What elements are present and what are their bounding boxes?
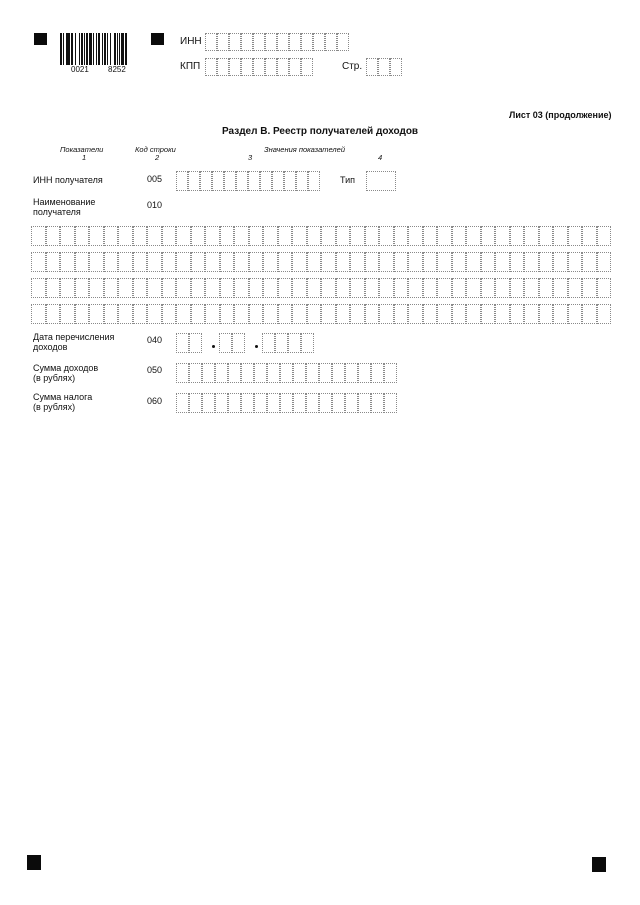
char-cell[interactable] xyxy=(205,278,220,298)
char-cell[interactable] xyxy=(215,363,228,383)
char-cell[interactable] xyxy=(336,278,351,298)
char-cell[interactable] xyxy=(524,278,539,298)
date-month-field[interactable] xyxy=(219,333,245,353)
name-grid-row[interactable] xyxy=(31,278,611,298)
char-cell[interactable] xyxy=(510,226,525,246)
char-cell[interactable] xyxy=(219,333,232,353)
date-day-field[interactable] xyxy=(176,333,202,353)
char-cell[interactable] xyxy=(234,278,249,298)
char-cell[interactable] xyxy=(229,58,241,76)
char-cell[interactable] xyxy=(394,304,409,324)
char-cell[interactable] xyxy=(147,226,162,246)
char-cell[interactable] xyxy=(371,393,384,413)
char-cell[interactable] xyxy=(495,252,510,272)
corner-marker-top-mid xyxy=(151,33,164,45)
char-cell[interactable] xyxy=(248,171,260,191)
char-cell[interactable] xyxy=(437,304,452,324)
name-label-line1: Наименование xyxy=(33,197,96,207)
char-cell[interactable] xyxy=(539,226,554,246)
char-cell[interactable] xyxy=(553,278,568,298)
char-cell[interactable] xyxy=(524,304,539,324)
char-cell[interactable] xyxy=(292,278,307,298)
char-cell[interactable] xyxy=(301,58,313,76)
char-cell[interactable] xyxy=(365,278,380,298)
char-cell[interactable] xyxy=(336,226,351,246)
char-cell[interactable] xyxy=(466,304,481,324)
char-cell[interactable] xyxy=(272,171,284,191)
char-cell[interactable] xyxy=(321,226,336,246)
date-label-line1: Дата перечисления xyxy=(33,332,115,342)
char-cell[interactable] xyxy=(118,252,133,272)
char-cell[interactable] xyxy=(176,278,191,298)
char-cell[interactable] xyxy=(147,252,162,272)
char-cell[interactable] xyxy=(358,393,371,413)
char-cell[interactable] xyxy=(510,304,525,324)
char-cell[interactable] xyxy=(205,33,217,51)
char-cell[interactable] xyxy=(336,252,351,272)
char-cell[interactable] xyxy=(539,278,554,298)
char-cell[interactable] xyxy=(321,252,336,272)
char-cell[interactable] xyxy=(224,171,236,191)
page-number-field[interactable] xyxy=(366,58,402,76)
char-cell[interactable] xyxy=(236,171,248,191)
char-cell[interactable] xyxy=(452,278,467,298)
sheet-label: Лист 03 (продолжение) xyxy=(509,110,612,120)
char-cell[interactable] xyxy=(306,393,319,413)
char-cell[interactable] xyxy=(278,252,293,272)
char-cell[interactable] xyxy=(390,58,402,76)
char-cell[interactable] xyxy=(217,58,229,76)
char-cell[interactable] xyxy=(265,58,277,76)
char-cell[interactable] xyxy=(220,278,235,298)
char-cell[interactable] xyxy=(284,171,296,191)
char-cell[interactable] xyxy=(332,393,345,413)
char-cell[interactable] xyxy=(466,226,481,246)
char-cell[interactable] xyxy=(260,171,272,191)
inn-label: ИНН xyxy=(180,36,202,47)
char-cell[interactable] xyxy=(31,226,46,246)
char-cell[interactable] xyxy=(202,393,215,413)
name-grid-row[interactable] xyxy=(31,226,611,246)
char-cell[interactable] xyxy=(254,393,267,413)
char-cell[interactable] xyxy=(332,363,345,383)
char-cell[interactable] xyxy=(205,252,220,272)
char-cell[interactable] xyxy=(365,252,380,272)
char-cell[interactable] xyxy=(481,252,496,272)
char-cell[interactable] xyxy=(228,363,241,383)
char-cell[interactable] xyxy=(176,333,189,353)
date-year-field[interactable] xyxy=(262,333,314,353)
char-cell[interactable] xyxy=(582,252,597,272)
char-cell[interactable] xyxy=(220,252,235,272)
char-cell[interactable] xyxy=(200,171,212,191)
char-cell[interactable] xyxy=(104,252,119,272)
char-cell[interactable] xyxy=(46,278,61,298)
char-cell[interactable] xyxy=(189,333,202,353)
col2-num: 2 xyxy=(155,153,160,162)
char-cell[interactable] xyxy=(350,226,365,246)
name-grid-row[interactable] xyxy=(31,252,611,272)
char-cell[interactable] xyxy=(384,393,397,413)
char-cell[interactable] xyxy=(366,171,396,191)
char-cell[interactable] xyxy=(253,58,265,76)
char-cell[interactable] xyxy=(394,278,409,298)
char-cell[interactable] xyxy=(466,252,481,272)
char-cell[interactable] xyxy=(263,252,278,272)
col3-title: Значения показателей xyxy=(264,145,346,154)
char-cell[interactable] xyxy=(212,171,224,191)
kpp-label: КПП xyxy=(180,61,201,72)
inn-recipient-field[interactable] xyxy=(176,171,320,191)
char-cell[interactable] xyxy=(205,226,220,246)
corner-marker-top-left xyxy=(34,33,47,45)
char-cell[interactable] xyxy=(46,304,61,324)
char-cell[interactable] xyxy=(229,33,241,51)
col3-num: 3 xyxy=(248,153,253,162)
char-cell[interactable] xyxy=(510,252,525,272)
char-cell[interactable] xyxy=(345,363,358,383)
char-cell[interactable] xyxy=(408,278,423,298)
char-cell[interactable] xyxy=(60,304,75,324)
char-cell[interactable] xyxy=(452,226,467,246)
char-cell[interactable] xyxy=(452,252,467,272)
barcode xyxy=(60,33,140,65)
char-cell[interactable] xyxy=(133,252,148,272)
char-cell[interactable] xyxy=(118,278,133,298)
char-cell[interactable] xyxy=(275,333,288,353)
char-cell[interactable] xyxy=(289,58,301,76)
char-cell[interactable] xyxy=(553,252,568,272)
char-cell[interactable] xyxy=(278,304,293,324)
char-cell[interactable] xyxy=(232,333,245,353)
char-cell[interactable] xyxy=(358,363,371,383)
tax-code: 060 xyxy=(147,396,163,406)
char-cell[interactable] xyxy=(265,33,277,51)
char-cell[interactable] xyxy=(293,363,306,383)
char-cell[interactable] xyxy=(60,252,75,272)
char-cell[interactable] xyxy=(366,58,378,76)
date-label-line2: доходов xyxy=(33,342,68,352)
char-cell[interactable] xyxy=(379,304,394,324)
income-label-line1: Сумма доходов xyxy=(33,363,99,373)
inn-recipient-code: 005 xyxy=(147,174,163,184)
char-cell[interactable] xyxy=(582,226,597,246)
char-cell[interactable] xyxy=(253,33,265,51)
char-cell[interactable] xyxy=(176,363,189,383)
char-cell[interactable] xyxy=(147,304,162,324)
char-cell[interactable] xyxy=(75,278,90,298)
char-cell[interactable] xyxy=(394,252,409,272)
char-cell[interactable] xyxy=(345,393,358,413)
char-cell[interactable] xyxy=(191,304,206,324)
char-cell[interactable] xyxy=(394,226,409,246)
char-cell[interactable] xyxy=(296,171,308,191)
income-label-line2: (в рублях) xyxy=(33,373,76,383)
char-cell[interactable] xyxy=(241,58,253,76)
char-cell[interactable] xyxy=(325,33,337,51)
char-cell[interactable] xyxy=(280,363,293,383)
char-cell[interactable] xyxy=(254,363,267,383)
tax-amount-field[interactable] xyxy=(176,393,397,413)
char-cell[interactable] xyxy=(278,226,293,246)
char-cell[interactable] xyxy=(249,252,264,272)
char-cell[interactable] xyxy=(423,252,438,272)
char-cell[interactable] xyxy=(379,226,394,246)
char-cell[interactable] xyxy=(319,393,332,413)
char-cell[interactable] xyxy=(202,363,215,383)
char-cell[interactable] xyxy=(31,304,46,324)
char-cell[interactable] xyxy=(162,252,177,272)
char-cell[interactable] xyxy=(365,226,380,246)
char-cell[interactable] xyxy=(191,252,206,272)
char-cell[interactable] xyxy=(597,304,612,324)
char-cell[interactable] xyxy=(597,278,612,298)
char-cell[interactable] xyxy=(249,226,264,246)
char-cell[interactable] xyxy=(292,304,307,324)
char-cell[interactable] xyxy=(104,226,119,246)
char-cell[interactable] xyxy=(510,278,525,298)
char-cell[interactable] xyxy=(568,252,583,272)
tax-label-line1: Сумма налога xyxy=(33,392,93,402)
char-cell[interactable] xyxy=(378,58,390,76)
char-cell[interactable] xyxy=(481,278,496,298)
char-cell[interactable] xyxy=(176,304,191,324)
date-separator-2 xyxy=(255,345,258,348)
tax-label-line2: (в рублях) xyxy=(33,402,76,412)
char-cell[interactable] xyxy=(371,363,384,383)
char-cell[interactable] xyxy=(263,226,278,246)
char-cell[interactable] xyxy=(60,226,75,246)
char-cell[interactable] xyxy=(118,226,133,246)
char-cell[interactable] xyxy=(162,278,177,298)
inn-recipient-label: ИНН получателя xyxy=(33,175,103,185)
char-cell[interactable] xyxy=(176,393,189,413)
char-cell[interactable] xyxy=(191,226,206,246)
char-cell[interactable] xyxy=(495,304,510,324)
char-cell[interactable] xyxy=(75,252,90,272)
char-cell[interactable] xyxy=(495,278,510,298)
char-cell[interactable] xyxy=(289,33,301,51)
char-cell[interactable] xyxy=(241,33,253,51)
char-cell[interactable] xyxy=(466,278,481,298)
char-cell[interactable] xyxy=(350,252,365,272)
char-cell[interactable] xyxy=(313,33,325,51)
char-cell[interactable] xyxy=(306,363,319,383)
section-title: Раздел В. Реестр получателей доходов xyxy=(222,126,419,137)
barcode-number-left: 0021 xyxy=(71,65,89,74)
char-cell[interactable] xyxy=(423,226,438,246)
char-cell[interactable] xyxy=(319,363,332,383)
char-cell[interactable] xyxy=(241,363,254,383)
char-cell[interactable] xyxy=(308,171,320,191)
char-cell[interactable] xyxy=(582,278,597,298)
type-field[interactable] xyxy=(366,171,396,191)
char-cell[interactable] xyxy=(365,304,380,324)
char-cell[interactable] xyxy=(350,304,365,324)
income-amount-field[interactable] xyxy=(176,363,397,383)
char-cell[interactable] xyxy=(423,304,438,324)
char-cell[interactable] xyxy=(75,304,90,324)
char-cell[interactable] xyxy=(104,278,119,298)
char-cell[interactable] xyxy=(597,226,612,246)
char-cell[interactable] xyxy=(307,226,322,246)
corner-marker-bottom-right xyxy=(592,857,606,872)
char-cell[interactable] xyxy=(191,278,206,298)
char-cell[interactable] xyxy=(176,226,191,246)
char-cell[interactable] xyxy=(162,304,177,324)
char-cell[interactable] xyxy=(293,393,306,413)
kpp-field[interactable] xyxy=(205,58,313,76)
char-cell[interactable] xyxy=(220,226,235,246)
char-cell[interactable] xyxy=(408,304,423,324)
inn-field[interactable] xyxy=(205,33,349,51)
col4-num: 4 xyxy=(378,153,383,162)
char-cell[interactable] xyxy=(176,171,188,191)
char-cell[interactable] xyxy=(423,278,438,298)
char-cell[interactable] xyxy=(241,393,254,413)
char-cell[interactable] xyxy=(553,304,568,324)
name-code: 010 xyxy=(147,200,163,210)
char-cell[interactable] xyxy=(437,226,452,246)
barcode-number-right: 8252 xyxy=(108,65,126,74)
name-label-line2: получателя xyxy=(33,207,81,217)
char-cell[interactable] xyxy=(249,278,264,298)
char-cell[interactable] xyxy=(292,226,307,246)
col1-title: Показатели xyxy=(60,145,104,154)
char-cell[interactable] xyxy=(263,278,278,298)
char-cell[interactable] xyxy=(408,226,423,246)
char-cell[interactable] xyxy=(217,33,229,51)
char-cell[interactable] xyxy=(495,226,510,246)
char-cell[interactable] xyxy=(277,33,289,51)
char-cell[interactable] xyxy=(234,226,249,246)
char-cell[interactable] xyxy=(321,278,336,298)
char-cell[interactable] xyxy=(234,304,249,324)
char-cell[interactable] xyxy=(568,304,583,324)
char-cell[interactable] xyxy=(321,304,336,324)
char-cell[interactable] xyxy=(31,278,46,298)
char-cell[interactable] xyxy=(220,304,235,324)
char-cell[interactable] xyxy=(307,278,322,298)
char-cell[interactable] xyxy=(408,252,423,272)
char-cell[interactable] xyxy=(133,278,148,298)
char-cell[interactable] xyxy=(278,278,293,298)
char-cell[interactable] xyxy=(301,33,313,51)
char-cell[interactable] xyxy=(568,278,583,298)
barcode-bar xyxy=(127,33,128,65)
char-cell[interactable] xyxy=(89,226,104,246)
char-cell[interactable] xyxy=(292,252,307,272)
char-cell[interactable] xyxy=(280,393,293,413)
char-cell[interactable] xyxy=(267,393,280,413)
page-label: Стр. xyxy=(342,61,363,72)
char-cell[interactable] xyxy=(60,278,75,298)
char-cell[interactable] xyxy=(162,226,177,246)
char-cell[interactable] xyxy=(133,304,148,324)
char-cell[interactable] xyxy=(568,226,583,246)
char-cell[interactable] xyxy=(263,304,278,324)
char-cell[interactable] xyxy=(104,304,119,324)
char-cell[interactable] xyxy=(524,226,539,246)
char-cell[interactable] xyxy=(337,33,349,51)
char-cell[interactable] xyxy=(553,226,568,246)
char-cell[interactable] xyxy=(205,58,217,76)
income-code: 050 xyxy=(147,365,163,375)
char-cell[interactable] xyxy=(89,252,104,272)
char-cell[interactable] xyxy=(582,304,597,324)
char-cell[interactable] xyxy=(215,393,228,413)
char-cell[interactable] xyxy=(75,226,90,246)
char-cell[interactable] xyxy=(205,304,220,324)
char-cell[interactable] xyxy=(228,393,241,413)
char-cell[interactable] xyxy=(539,304,554,324)
col2-title: Код строки xyxy=(135,145,176,154)
char-cell[interactable] xyxy=(301,333,314,353)
char-cell[interactable] xyxy=(277,58,289,76)
char-cell[interactable] xyxy=(288,333,301,353)
char-cell[interactable] xyxy=(379,278,394,298)
type-label: Тип xyxy=(340,175,356,185)
char-cell[interactable] xyxy=(89,304,104,324)
char-cell[interactable] xyxy=(176,252,191,272)
char-cell[interactable] xyxy=(46,226,61,246)
char-cell[interactable] xyxy=(597,252,612,272)
char-cell[interactable] xyxy=(118,304,133,324)
char-cell[interactable] xyxy=(189,363,202,383)
char-cell[interactable] xyxy=(249,304,264,324)
char-cell[interactable] xyxy=(189,393,202,413)
col1-num: 1 xyxy=(82,153,87,162)
char-cell[interactable] xyxy=(188,171,200,191)
char-cell[interactable] xyxy=(89,278,104,298)
char-cell[interactable] xyxy=(539,252,554,272)
char-cell[interactable] xyxy=(262,333,275,353)
char-cell[interactable] xyxy=(437,252,452,272)
char-cell[interactable] xyxy=(350,278,365,298)
corner-marker-bottom-left xyxy=(27,855,41,870)
char-cell[interactable] xyxy=(437,278,452,298)
char-cell[interactable] xyxy=(234,252,249,272)
date-code: 040 xyxy=(147,335,163,345)
char-cell[interactable] xyxy=(481,226,496,246)
char-cell[interactable] xyxy=(452,304,467,324)
char-cell[interactable] xyxy=(147,278,162,298)
char-cell[interactable] xyxy=(31,252,46,272)
char-cell[interactable] xyxy=(524,252,539,272)
char-cell[interactable] xyxy=(481,304,496,324)
char-cell[interactable] xyxy=(46,252,61,272)
char-cell[interactable] xyxy=(267,363,280,383)
char-cell[interactable] xyxy=(379,252,394,272)
date-separator-1 xyxy=(212,345,215,348)
char-cell[interactable] xyxy=(307,252,322,272)
char-cell[interactable] xyxy=(384,363,397,383)
char-cell[interactable] xyxy=(336,304,351,324)
name-grid-row[interactable] xyxy=(31,304,611,324)
char-cell[interactable] xyxy=(133,226,148,246)
char-cell[interactable] xyxy=(307,304,322,324)
